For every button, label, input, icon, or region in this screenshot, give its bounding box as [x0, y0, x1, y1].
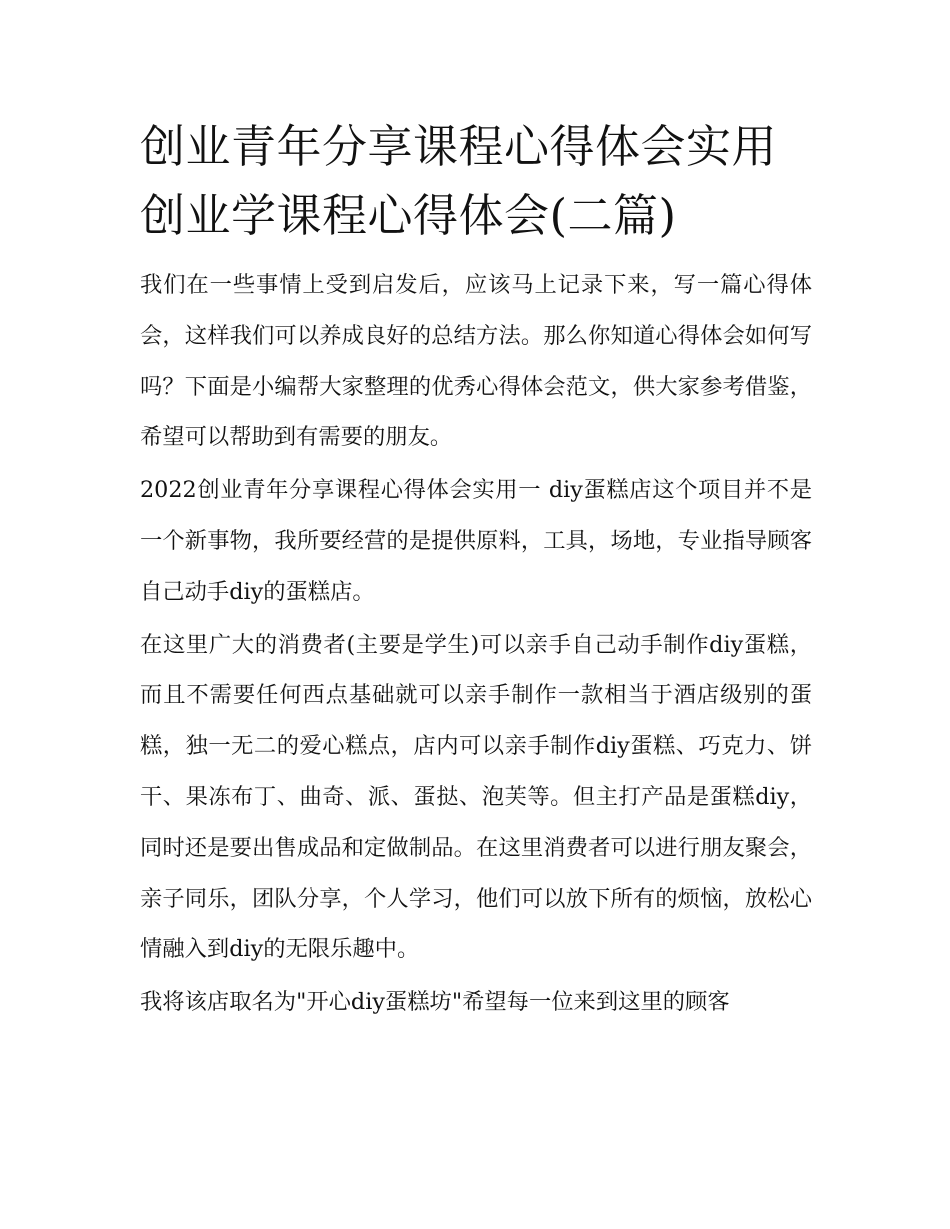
- paragraph-intro: 我们在一些事情上受到启发后，应该马上记录下来，写一篇心得体会，这样我们可以养成良好的总结方法。那么你知道心得体会如何写吗？下面是小编帮大家整理的优秀心得体会范文，供大家参考借鉴，希望可以帮助到有需要的朋友。: [140, 272, 812, 451]
- paragraph-project: 2022创业青年分享课程心得体会实用一 diy蛋糕店这个项目并不是一个新事物，我所要经营的是提供原料，工具，场地，专业指导顾客自己动手diy的蛋糕店。: [140, 477, 812, 605]
- paragraph-shop-name: 我将该店取名为"开心diy蛋糕坊"希望每一位来到这里的顾客: [140, 989, 730, 1016]
- document-title: 创业青年分享课程心得体会实用 创业学课程心得体会(二篇): [140, 120, 778, 242]
- document-body: [140, 112, 812, 1030]
- paragraph-consumers: 在这里广大的消费者(主要是学生)可以亲手自己动手制作diy蛋糕，而且不需要任何西点基础就可以亲手制作一款相当于酒店级别的蛋糕，独一无二的爱心糕点，店内可以亲手制作diy蛋糕、巧克力、饼干、果冻布丁、曲奇、派、蛋挞、泡芙等。但主打产品是蛋糕diy，同时还是要出售成品和定做制品。在这里消费者可以进行朋友聚会，亲子同乐，团队分享，个人学习，他们可以放下所有的烦恼，放松心情融入到diy的无限乐趣中。: [140, 631, 812, 963]
